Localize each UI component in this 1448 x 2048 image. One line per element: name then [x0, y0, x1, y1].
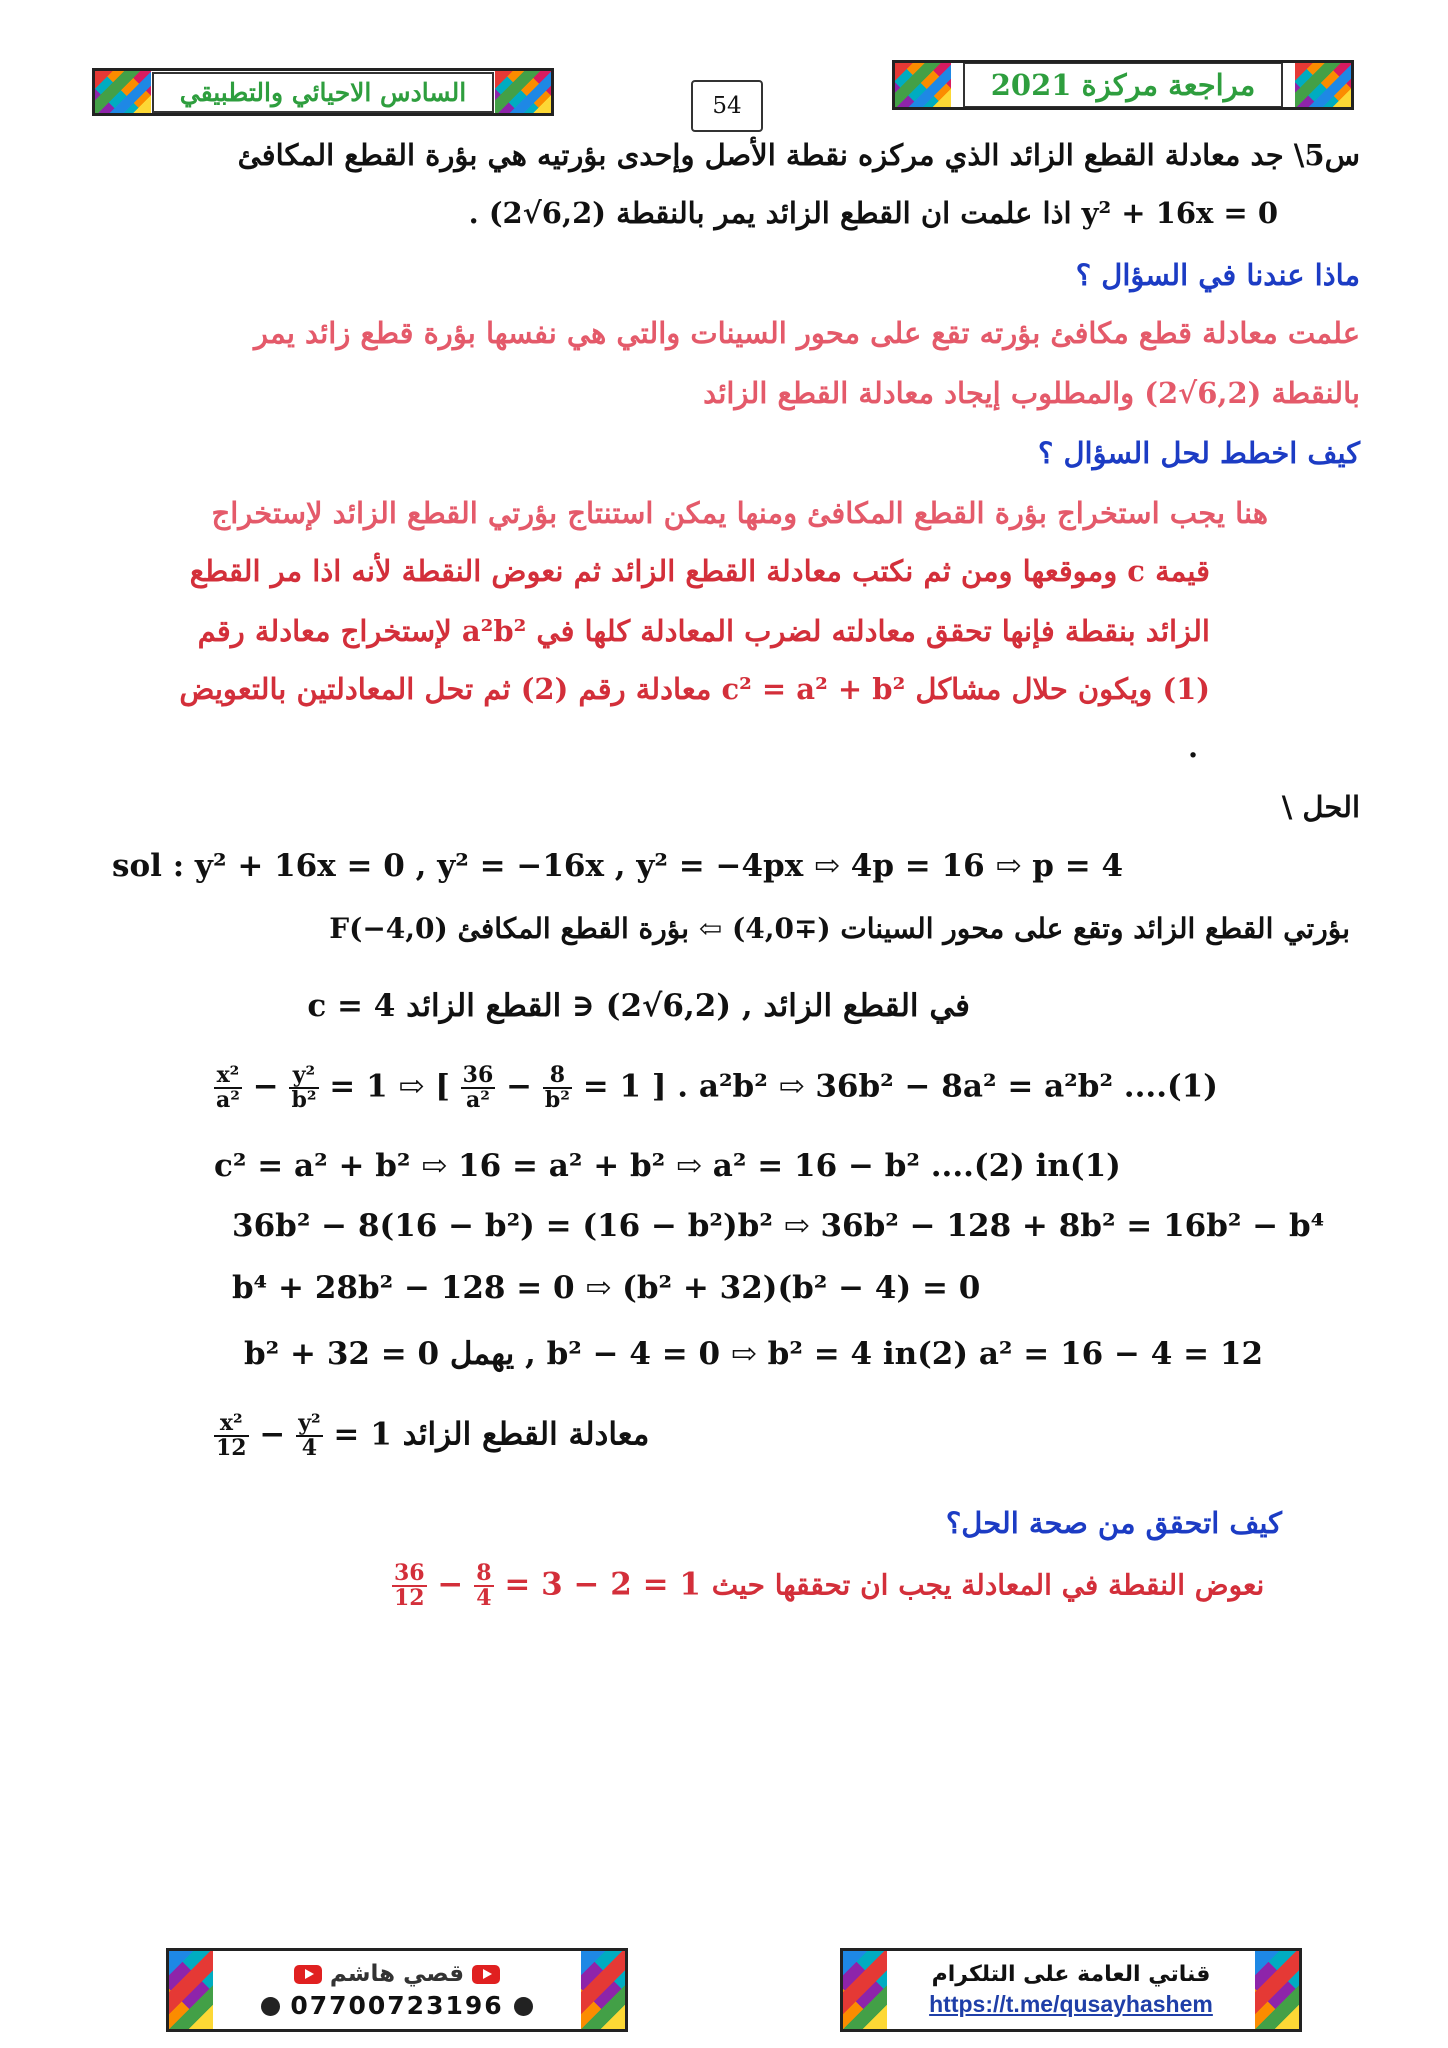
- plan-text-1: هنا يجب استخراج بؤرة القطع المكافئ ومنها يمكن استنتاج بؤرتي القطع الزائد لإستخراج: [211, 496, 1268, 530]
- denominator: 12: [216, 1435, 247, 1462]
- solution-step-7: b⁴ + 28b² − 128 = 0 ⇨ (b² + 32)(b² − 4) = 0: [232, 1270, 981, 1306]
- numerator: y²: [298, 1410, 321, 1436]
- phone-icon: [261, 1997, 280, 2016]
- denominator: 4: [476, 1585, 492, 1612]
- plan-text-4: (1) ويكون حلال مشاكل c² = a² + b² معادلة رقم (2) ثم تحل المعادلتين بالتعويض: [179, 672, 1210, 706]
- header-right-banner: [892, 60, 1354, 110]
- fraction: [392, 1562, 427, 1610]
- fraction: [289, 1064, 318, 1112]
- fraction: [214, 1064, 242, 1112]
- given-text-1: علمت معادلة قطع مكافئ بؤرته تقع على محور السينات والتي هي نفسها بؤرة قطع زائد يمر: [254, 316, 1360, 350]
- step-4-middle: = 1 ⇨ [: [329, 1068, 450, 1105]
- numerator: 36: [462, 1062, 494, 1088]
- denominator: a²: [216, 1087, 240, 1114]
- verify-line: $\frac{36}{12}$ − $\frac{8}{4}$ = 3 − 2 = 1 نعوض النقطة في المعادلة يجب ان تحققها حيث: [394, 1560, 1265, 1612]
- numerator: y²: [289, 1064, 318, 1089]
- numerator: 36: [394, 1560, 425, 1586]
- footer-telegram-link[interactable]: https://t.me/qusayhashem: [929, 1991, 1213, 2017]
- solution-step-1: sol : y² + 16x = 0 , y² = −16x , y² = −4px ⇨ 4p = 16 ⇨ p = 4: [112, 848, 1124, 884]
- footer-phone: 07700723196: [290, 1990, 504, 2020]
- plan-heading: كيف اخطط لحل السؤال ؟: [1037, 436, 1360, 470]
- solution-step-9: $\frac{\text{x²}}{12}$ − $\frac{\text{y²}}{4}$ = 1 معادلة القطع الزائد: [216, 1410, 650, 1462]
- step-9-end: = 1 معادلة القطع الزائد: [333, 1416, 650, 1453]
- footer-channel-title: قناتي العامة على التلكرام: [931, 1962, 1211, 1987]
- fraction: [474, 1562, 493, 1610]
- header-right-title: مراجعة مركزة 2021: [963, 62, 1284, 108]
- question-line-1: س5\ جد معادلة القطع الزائد الذي مركزه نقطة الأصل وإحدى بؤرتيه هي بؤرة القطع المكافئ: [237, 138, 1360, 172]
- solution-step-8: b² + 32 = 0 يهمل , b² − 4 = 0 ⇨ b² = 4 in(2) a² = 16 − 4 = 12: [244, 1336, 1264, 1372]
- fraction: [543, 1064, 572, 1112]
- solution-step-2: بؤرتي القطع الزائد وتقع على محور السينات (∓4,0) ⇦ بؤرة القطع المكافئ F(−4,0): [329, 912, 1350, 945]
- question-line-2: y² + 16x = 0 اذا علمت ان القطع الزائد يمر بالنقطة (6,2√2) .: [468, 196, 1278, 230]
- numerator: 8: [476, 1560, 492, 1586]
- solution-step-5: c² = a² + b² ⇨ 16 = a² + b² ⇨ a² = 16 − b² ....(2) in(1): [214, 1148, 1121, 1184]
- given-text-2: بالنقطة (6,2√2) والمطلوب إيجاد معادلة القطع الزائد: [703, 376, 1360, 410]
- denominator: b²: [544, 1087, 570, 1114]
- fraction: [214, 1412, 249, 1460]
- numerator: x²: [214, 1412, 249, 1437]
- footer-contact-box: [166, 1948, 628, 2032]
- numerator: 8: [543, 1064, 572, 1089]
- header-left-banner: [92, 68, 554, 116]
- solution-step-3: c = 4 في القطع الزائد , (6,2√2) ∈ القطع الزائد: [307, 988, 970, 1024]
- plan-text-3: الزائد بنقطة فإنها تحقق معادلته لضرب المعادلة كلها في a²b² لإستخراج معادلة رقم: [197, 614, 1210, 648]
- plan-dot: .: [1188, 730, 1199, 764]
- fraction: [296, 1412, 322, 1460]
- header-left-title: السادس الاحيائي والتطبيقي: [152, 72, 494, 113]
- denominator: a²: [466, 1087, 490, 1114]
- youtube-icon: [472, 1965, 500, 1984]
- denominator: 12: [394, 1585, 425, 1612]
- youtube-icon: [294, 1965, 322, 1984]
- fraction: [461, 1064, 496, 1112]
- denominator: 4: [301, 1435, 318, 1462]
- solution-step-4: $\frac{\text{x²}}{\text{a²}}$ − $\frac{\text{y²}}{\text{b²}}$ = 1 ⇨ [ $\frac{36}{\text{a²}}$ − $\frac{8}{\text{b²}}$ = 1 ] . a²b² ⇨ 36b² − 8a² = a²b² ....(1): [216, 1062, 1218, 1114]
- page-number: 54: [691, 80, 763, 132]
- footer-name: قصي هاشم: [329, 1960, 465, 1987]
- step-4-end: = 1 ] . a²b² ⇨ 36b² − 8a² = a²b² ....(1): [582, 1068, 1218, 1105]
- verify-result: = 3 − 2 = 1: [504, 1566, 701, 1603]
- given-heading: ماذا عندنا في السؤال ؟: [1075, 258, 1360, 292]
- solution-heading: الحل \: [1281, 790, 1360, 824]
- denominator: b²: [291, 1087, 317, 1114]
- verify-text: نعوض النقطة في المعادلة يجب ان تحققها حيث: [711, 1568, 1265, 1602]
- verify-heading: كيف اتحقق من صحة الحل؟: [945, 1506, 1282, 1540]
- numerator: x²: [214, 1064, 242, 1089]
- phone-icon: [514, 1997, 533, 2016]
- footer-channel-box: [840, 1948, 1302, 2032]
- solution-step-6: 36b² − 8(16 − b²) = (16 − b²)b² ⇨ 36b² − 128 + 8b² = 16b² − b⁴: [232, 1208, 1325, 1244]
- plan-text-2: قيمة c وموقعها ومن ثم نكتب معادلة القطع الزائد ثم نعوض النقطة لأنه اذا مر القطع: [189, 554, 1210, 588]
